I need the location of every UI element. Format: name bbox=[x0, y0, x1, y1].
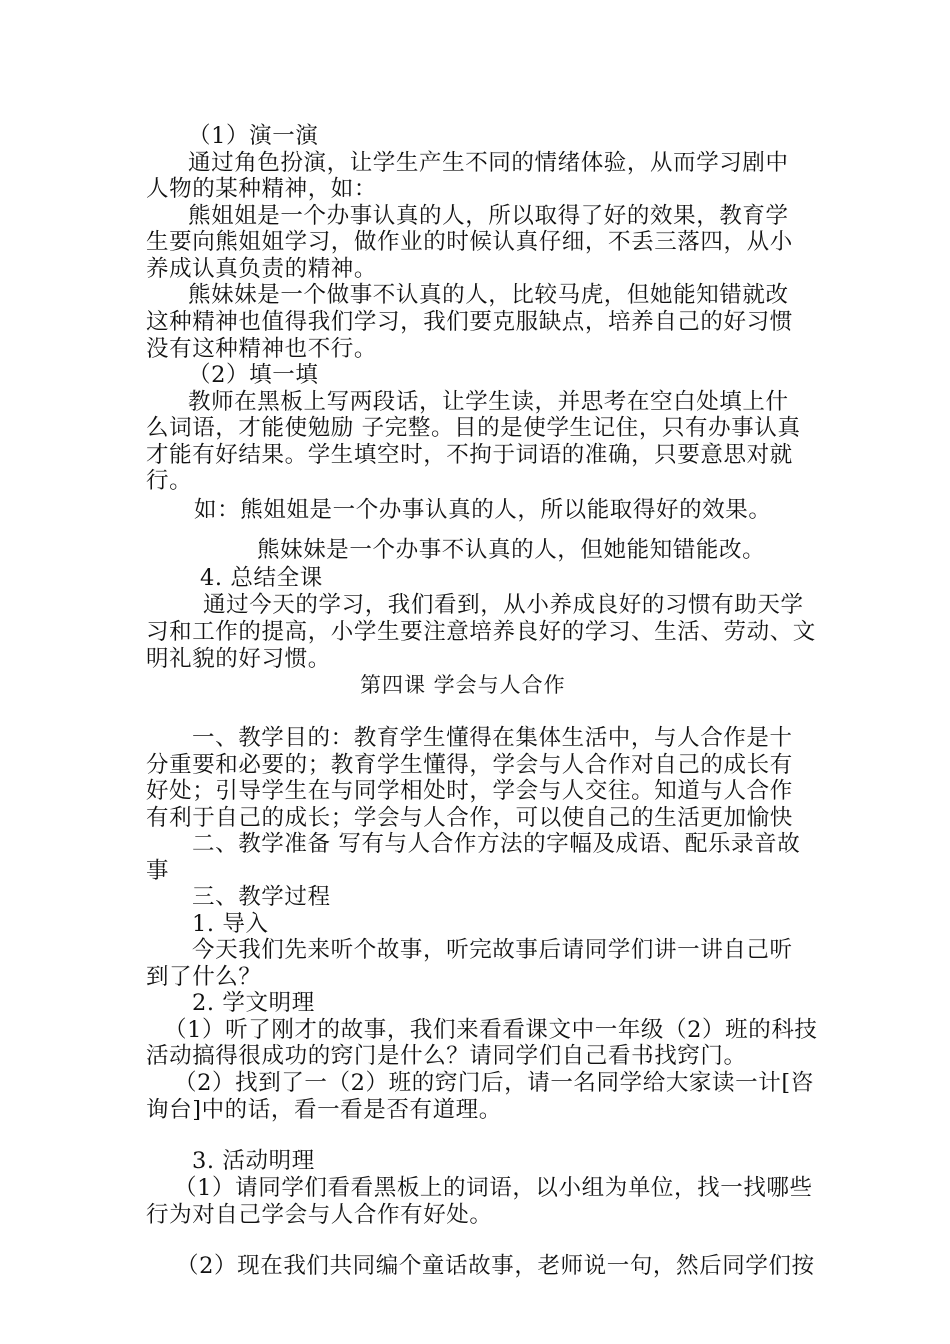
paragraph-line: 活动搞得很成功的窍门是什么？请同学们自己看书找窍门。 bbox=[146, 1043, 747, 1069]
paragraph-line: 一、教学目的：教育学生懂得在集体生活中，与人合作是十 bbox=[192, 725, 793, 751]
paragraph-line: 好处；引导学生在与同学相处时，学会与人交往。知道与人合作 bbox=[146, 778, 793, 804]
paragraph-line: 分重要和必要的；教育学生懂得，学会与人合作对自己的成长有 bbox=[146, 752, 793, 778]
paragraph-line: 习和工作的提高，小学生要注意培养良好的学习、生活、劳动、文 bbox=[146, 619, 816, 645]
paragraph-line: 通过角色扮演，让学生产生不同的情绪体验，从而学习剧中 bbox=[188, 150, 789, 176]
paragraph-line: 人物的某种精神，如： bbox=[146, 176, 378, 202]
paragraph-line: 才能有好结果。学生填空时，不拘于词语的准确，只要意思对就 bbox=[146, 442, 793, 468]
paragraph-line: （1）请同学们看看黑板上的词语，以小组为单位，找一找哪些 bbox=[174, 1175, 813, 1201]
paragraph-line: 熊妹妹是一个做事不认真的人，比较马虎，但她能知错就改 bbox=[188, 282, 789, 308]
paragraph-line: 通过今天的学习，我们看到，从小养成良好的习惯有助天学 bbox=[203, 592, 804, 618]
paragraph-line: 到了什么？ bbox=[146, 964, 262, 990]
section-heading: 2. 学文明理 bbox=[192, 990, 315, 1016]
paragraph-line: 么词语，才能使勉励 子完整。目的是使学生记住，只有办事认真 bbox=[146, 415, 801, 441]
paragraph-line: 二、教学准备 写有与人合作方法的字幅及成语、配乐录音故 bbox=[192, 831, 801, 857]
paragraph-line: 熊妹妹是一个办事不认真的人，但她能知错能改。 bbox=[257, 537, 766, 563]
paragraph-line: 明礼貌的好习惯。 bbox=[146, 646, 331, 672]
paragraph-line: 有利于自己的成长；学会与人合作，可以使自己的生活更加愉快 bbox=[146, 805, 793, 831]
paragraph-line: 熊姐姐是一个办事认真的人，所以取得了好的效果，教育学 bbox=[188, 203, 789, 229]
section-heading: 4. 总结全课 bbox=[200, 565, 323, 591]
paragraph-line: 没有这种精神也不行。 bbox=[146, 336, 378, 362]
paragraph-line: 询台]中的话，看一看是否有道理。 bbox=[146, 1097, 502, 1123]
paragraph-line: 行。 bbox=[146, 468, 193, 494]
paragraph-line: 今天我们先来听个故事，听完故事后请同学们讲一讲自己听 bbox=[192, 937, 793, 963]
paragraph-line: 如：熊姐姐是一个办事认真的人，所以能取得好的效果。 bbox=[194, 497, 772, 523]
paragraph-line: （2）现在我们共同编个童话故事，老师说一句，然后同学们按 bbox=[176, 1253, 815, 1279]
paragraph-line: 教师在黑板上写两段话，让学生读，并思考在空白处填上什 bbox=[188, 389, 789, 415]
paragraph-line: 行为对自己学会与人合作有好处。 bbox=[146, 1202, 493, 1228]
section-heading: 1. 导入 bbox=[192, 911, 269, 937]
paragraph-line: （2）找到了一（2）班的窍门后，请一名同学给大家读一计[咨 bbox=[174, 1070, 814, 1096]
paragraph-line: （1）听了刚才的故事，我们来看看课文中一年级（2）班的科技 bbox=[164, 1017, 818, 1043]
section-heading: （1）演一演 bbox=[188, 123, 319, 149]
paragraph-line: 养成认真负责的精神。 bbox=[146, 256, 378, 282]
paragraph-line: 生要向熊姐姐学习，做作业的时候认真仔细，不丢三落四，从小 bbox=[146, 229, 793, 255]
paragraph-line: 事 bbox=[146, 858, 170, 884]
paragraph-line: 这种精神也值得我们学习，我们要克服缺点，培养自己的好习惯 bbox=[146, 309, 793, 335]
section-heading: 3. 活动明理 bbox=[192, 1148, 315, 1174]
lesson-title: 第四课 学会与人合作 bbox=[360, 673, 566, 697]
section-heading: （2）填一填 bbox=[188, 362, 319, 388]
section-heading: 三、教学过程 bbox=[192, 884, 331, 910]
